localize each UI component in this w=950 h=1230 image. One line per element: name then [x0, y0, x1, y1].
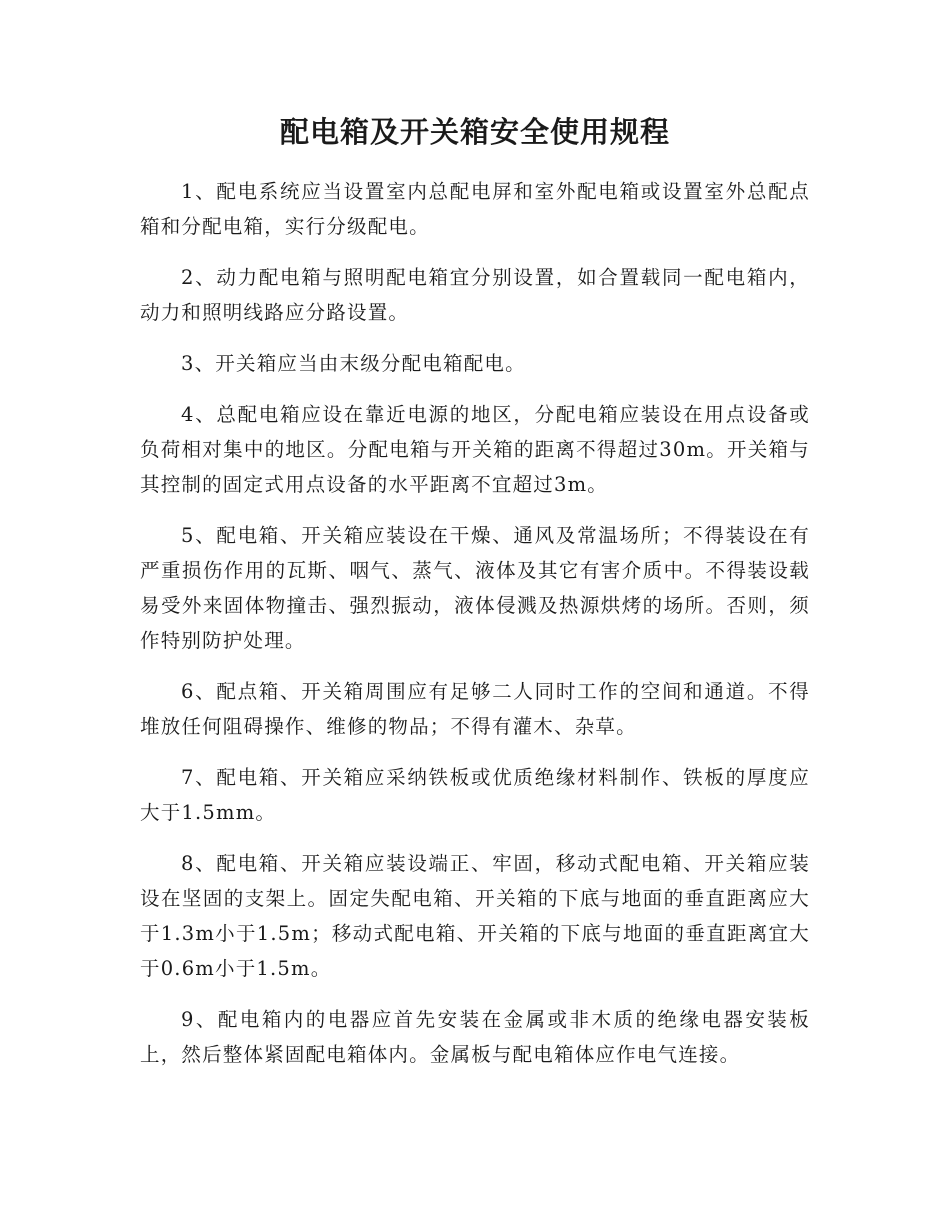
paragraph-2: 2、动力配电箱与照明配电箱宜分别设置，如合置载同一配电箱内，动力和照明线路应分路设置。	[140, 266, 810, 324]
paragraph-1: 1、配电系统应当设置室内总配电屏和室外配电箱或设置室外总配点箱和分配电箱，实行分级配电。	[140, 180, 810, 238]
paragraph-9: 9、配电箱内的电器应首先安装在金属或非木质的绝缘电器安装板上，然后整体紧固配电箱体内。金属板与配电箱体应作电气连接。	[140, 1008, 810, 1066]
paragraph-7: 7、配电箱、开关箱应采纳铁板或优质绝缘材料制作、铁板的厚度应大于1.5mm。	[140, 766, 810, 824]
paragraph-8: 8、配电箱、开关箱应装设端正、牢固，移动式配电箱、开关箱应装设在坚固的支架上。固定失配电箱、开关箱的下底与地面的垂直距离应大于1.3m小于1.5m；移动式配电箱、开关箱的下底与地面的垂直距离宜大于0.6m小于1.5m。	[140, 852, 810, 980]
paragraph-6: 6、配点箱、开关箱周围应有足够二人同时工作的空间和通道。不得堆放任何阻碍操作、维修的物品；不得有灌木、杂草。	[140, 680, 810, 738]
paragraph-5: 5、配电箱、开关箱应装设在干燥、通风及常温场所；不得装设在有严重损伤作用的瓦斯、咽气、蒸气、液体及其它有害介质中。不得装设载易受外来固体物撞击、强烈振动，液体侵溅及热源烘烤的场所。否则，须作特别防护处理。	[140, 524, 810, 652]
page-title: 配电箱及开关箱安全使用规程	[279, 115, 670, 149]
paragraph-4: 4、总配电箱应设在靠近电源的地区，分配电箱应装设在用点设备或负荷相对集中的地区。分配电箱与开关箱的距离不得超过30m。开关箱与其控制的固定式用点设备的水平距离不宜超过3m。	[140, 403, 810, 496]
paragraph-3: 3、开关箱应当由末级分配电箱配电。	[181, 352, 526, 375]
